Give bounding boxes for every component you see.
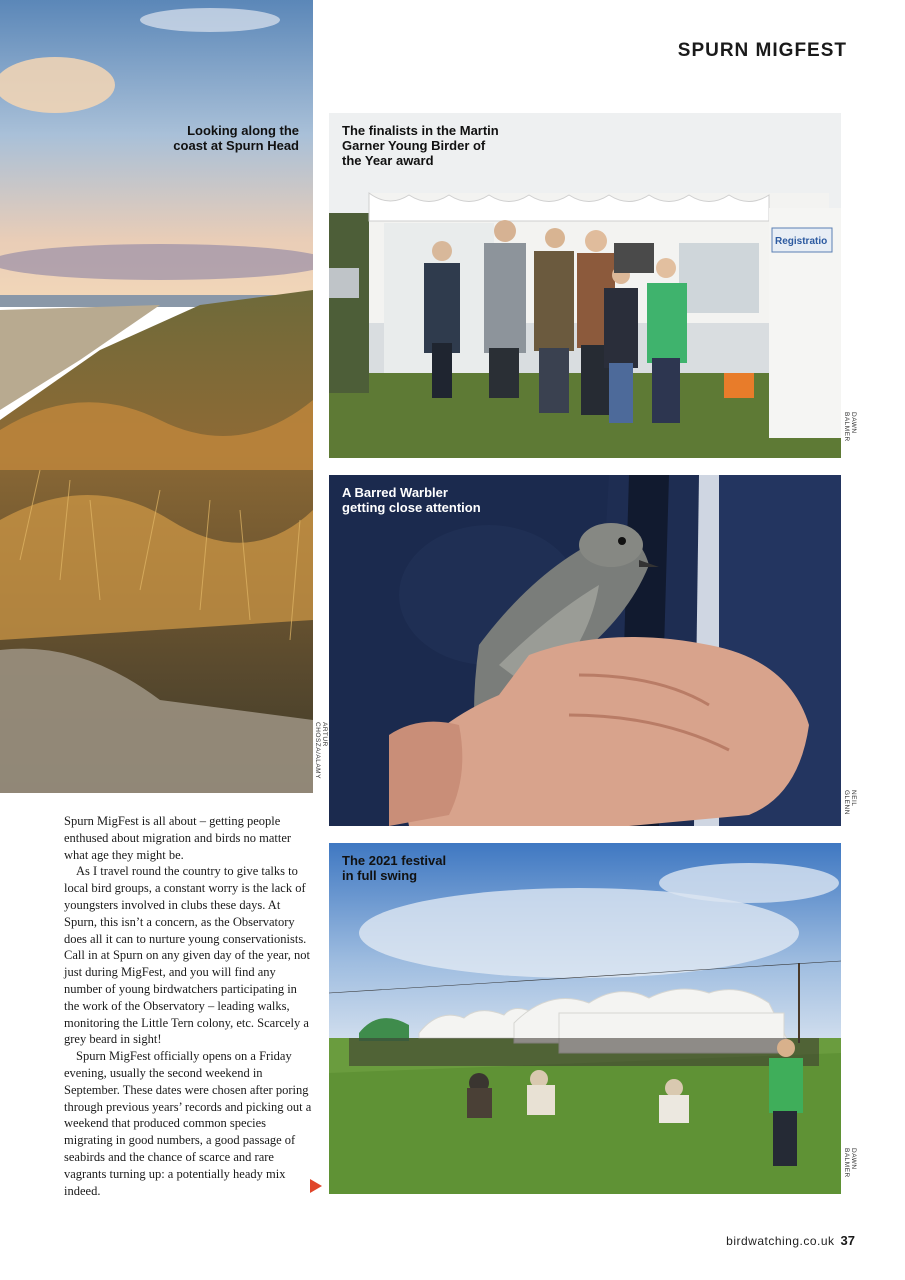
page-number: 37 <box>840 1233 855 1248</box>
article-paragraph: As I travel round the country to give talks to local bird groups, a constant worry is the lack of youngsters involved in clubs these days. At Spurn, this isn’t a concern, as the Observatory does all it can to nurture young conservationists. Call in at Spurn on any given day of the year, not just during MigFest, and you will find any number of young birdwatchers participating in the work of the Observatory – leading walks, monitoring the Little Tern colony, etc. Scarcely a grey beard in sight! <box>64 864 310 1047</box>
page-footer <box>726 1233 855 1248</box>
coast-photo <box>0 0 313 793</box>
coast-credit: ARTUR CHOSZA/ALAMY <box>314 722 328 779</box>
section-title: SPURN MIGFEST <box>677 40 847 61</box>
arrow-right-icon <box>310 1179 322 1193</box>
warbler-caption: A Barred Warbler getting close attention <box>342 485 481 515</box>
svg-text:Registratio: Registratio <box>775 236 828 247</box>
festival-credit: DAWN BALMER <box>843 1148 857 1178</box>
finalists-credit: DAWN BALMER <box>843 412 857 442</box>
article-body <box>64 813 314 1199</box>
article-paragraph: Spurn MigFest officially opens on a Friday evening, usually the second weekend in September. These dates were chosen after poring through previous years’ records and picking out a weekend that produced common species migrating in good numbers, a good passage of seabirds and the chance of scarce and rare vagrants turning up: a potentially heady mix indeed. <box>64 1049 312 1198</box>
warbler-credit: NEIL GLENN <box>843 790 857 815</box>
festival-caption: The 2021 festival in full swing <box>342 853 447 883</box>
finalists-caption: The finalists in the Martin Garner Young Birder of the Year award <box>342 123 499 168</box>
warbler-photo <box>329 475 841 826</box>
footer-url[interactable]: birdwatching.co.uk <box>726 1234 835 1248</box>
festival-photo <box>329 843 841 1194</box>
coast-caption: Looking along the coast at Spurn Head <box>173 123 299 153</box>
article-paragraph: Spurn MigFest is all about – getting people enthused about migration and birds no matter what age they might be. <box>64 814 292 862</box>
